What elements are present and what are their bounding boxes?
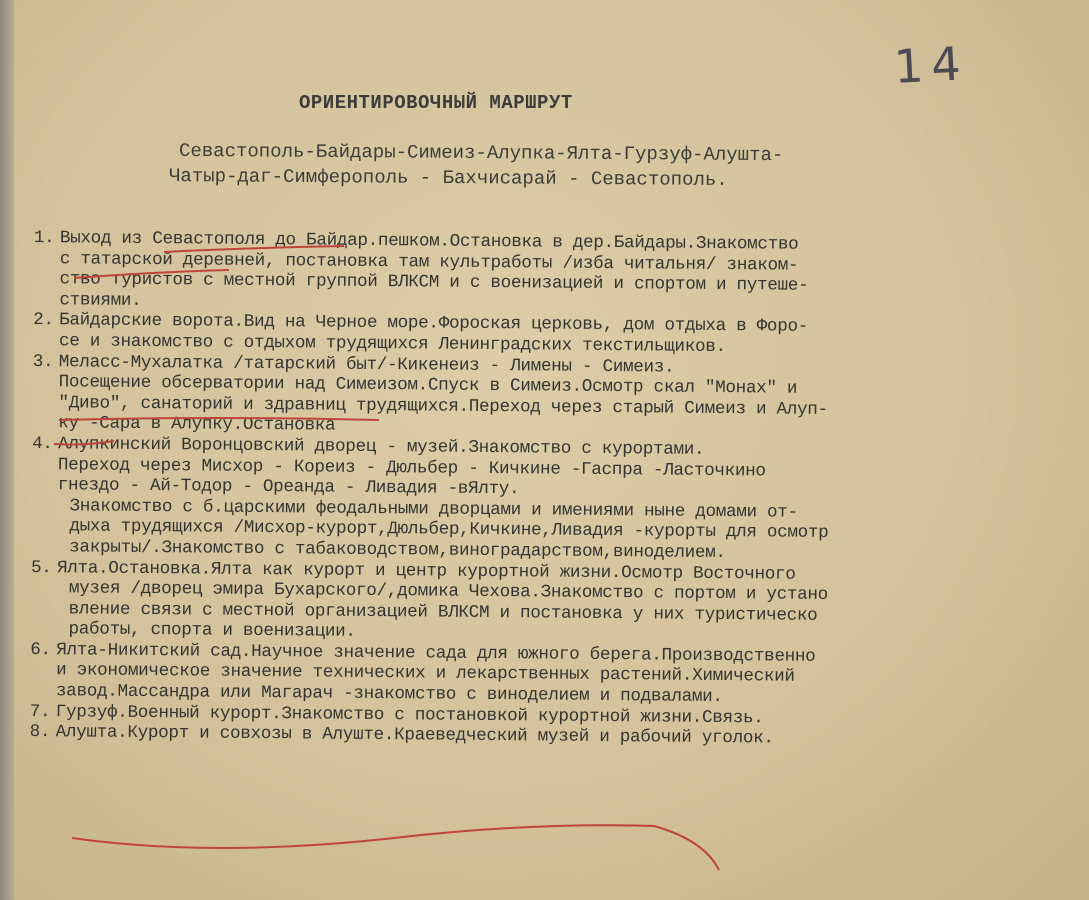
item-line: ство туристов с местной группой ВЛКСМ и с военизацией и спортом и путеше- [59, 269, 809, 296]
item-line: Выход из Севастополя до Байдар.пешком.Остановка в дер.Байдары.Знакомство [59, 228, 799, 255]
item-line: и экономическое значение технических и лекарственных растений.Химический [56, 660, 795, 688]
item-line: Гурзуф.Военный курорт.Знакомство с постановкой курортной жизни.Связь. [55, 701, 764, 729]
item-line: се и знакомство с отдыхом трудящихся Ленинградских текстильщиков. [58, 331, 726, 358]
item-line: Ялта-Никитский сад.Научное значение сада для южного берега.Производственно [56, 640, 816, 667]
item-line: Алушта.Курорт и совхозы в Алуште.Краеведческий музей и рабочий уголок. [55, 722, 774, 749]
item-number: 5. [30, 557, 52, 578]
route-item-list [30, 228, 1084, 752]
item-line: с татарской деревней, постановка там культработы /изба читальня/ знаком- [59, 248, 799, 276]
item-line: закрыты/.Знакомство с табаководством,виноградарством,виноделием. [69, 537, 726, 563]
route-item-5 [30, 557, 1081, 649]
item-line: дыха трудящихся /Мисхор-курорт,Дюльбер,Кичкине,Ливадия -курорты для осмотр [69, 516, 829, 544]
item-line: Переход через Мисхор - Кореиз - Дюльбер - Кичкине -Гаспра -Ласточкино [57, 454, 766, 481]
page-number: 14 [892, 36, 970, 94]
item-number: 6. [30, 639, 51, 661]
item-number: 8. [29, 722, 51, 743]
item-line: Ялта.Остановка.Ялта как курорт и центр курортной жизни.Осмотр Восточного [56, 557, 796, 585]
route-subtitle-line-2: Чатыр-даг-Симферополь - Бахчисарай - Севастополь. [168, 165, 728, 191]
route-item-1 [33, 228, 1084, 320]
document-title: ОРИЕНТИРОВОЧНЫЙ МАРШРУТ [299, 92, 573, 114]
item-line: ку -Сара в Алупку.Остановка [58, 413, 336, 436]
item-line: Меласс-Мухалатка /татарский быт/-Кикенеиз - Лимены - Симеиз. [58, 351, 675, 378]
item-number: 1. [33, 228, 55, 249]
item-number: 7. [29, 701, 51, 722]
item-number: 2. [33, 310, 54, 331]
item-number: 3. [32, 351, 54, 372]
item-line: "Диво", санаторий и здравниц трудящихся.Переход через старый Симеиз и Алуп- [58, 392, 828, 420]
item-line: работы, спорта и военизации. [68, 619, 356, 643]
item-line: Знакомство с б.царскими феодальными дворцами и имениями ныне домами от- [69, 496, 798, 523]
item-line: Алупкинский Воронцовский дворец - музей.Знакомство с курортами. [58, 434, 705, 460]
document-page [14, 0, 1089, 900]
item-line: Байдарские ворота.Вид на Черное море.Фороская церковь, дом отдыха в Форо- [59, 310, 809, 338]
item-line: гнездо - Ай-Тодор - Ореанда - Ливадия -вЯлту. [57, 475, 520, 500]
route-item-6 [30, 640, 1080, 711]
item-line: завод.Массандра или Магарач -знакомство с виноделием и подвалами. [55, 681, 723, 708]
item-line: музея /дворец эмира Бухарского/,домика Чехова.Знакомство с портом и устано [68, 578, 829, 606]
red-pencil-stroke [72, 825, 719, 870]
route-subtitle-line-1: Севастополь-Байдары-Симеиз-Алупка-Ялта-Гурзуф-Алушта- [178, 139, 784, 167]
item-line: ствиями. [59, 290, 142, 311]
page-edge-strip [0, 0, 14, 900]
route-item-4 [31, 434, 1082, 567]
item-line: вление связи с местной организацией ВЛКСМ и постановка у них туристическо [68, 599, 818, 626]
item-line: Посещение обсерватории над Симеизом.Спуск в Симеиз.Осмотр скал "Монах" и [58, 372, 798, 399]
item-number: 4. [32, 433, 53, 455]
route-item-3 [32, 352, 1083, 444]
